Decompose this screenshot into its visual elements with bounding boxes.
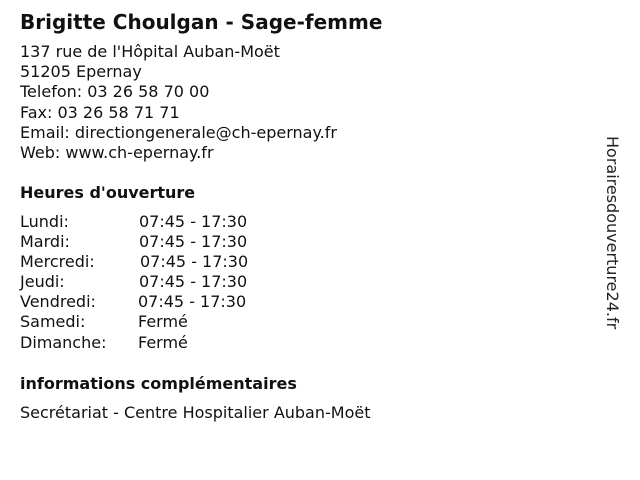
time-value: 07:45 - 17:30	[139, 272, 248, 292]
day-label: Mardi:	[20, 232, 70, 252]
site-watermark: Horairesdouverture24.fr	[603, 136, 622, 330]
day-label: Jeudi:	[20, 272, 65, 292]
day-label: Mercredi:	[20, 252, 95, 272]
time-value: Fermé	[138, 312, 188, 332]
day-label: Lundi:	[20, 212, 69, 231]
fax-number: Fax: 03 26 58 71 71	[20, 102, 180, 122]
additional-info-heading: informations complémentaires	[20, 374, 297, 393]
time-value: 07:45 - 17:30	[139, 232, 248, 252]
time-value: 07:45 - 17:30	[139, 212, 248, 231]
phone-number: Telefon: 03 26 58 70 00	[20, 82, 210, 102]
time-value: Fermé	[138, 332, 188, 352]
city-postcode: 51205 Epernay	[20, 62, 142, 82]
day-label: Dimanche:	[20, 332, 107, 352]
time-value: 07:45 - 17:30	[138, 292, 247, 312]
day-label: Samedi:	[20, 312, 86, 332]
additional-info-text: Secrétariat - Centre Hospitalier Auban-Moët	[20, 403, 371, 422]
time-value: 07:45 - 17:30	[140, 252, 249, 272]
day-label: Vendredi:	[20, 292, 96, 312]
opening-hours-heading: Heures d'ouverture	[20, 183, 196, 202]
email-address: Email: directiongenerale@ch-epernay.fr	[20, 122, 337, 142]
contact-block	[20, 42, 337, 163]
website-url: Web: www.ch-epernay.fr	[20, 143, 214, 163]
page-title: Brigitte Choulgan - Sage-femme	[20, 10, 383, 34]
street-address: 137 rue de l'Hôpital Auban-Moët	[20, 42, 280, 61]
